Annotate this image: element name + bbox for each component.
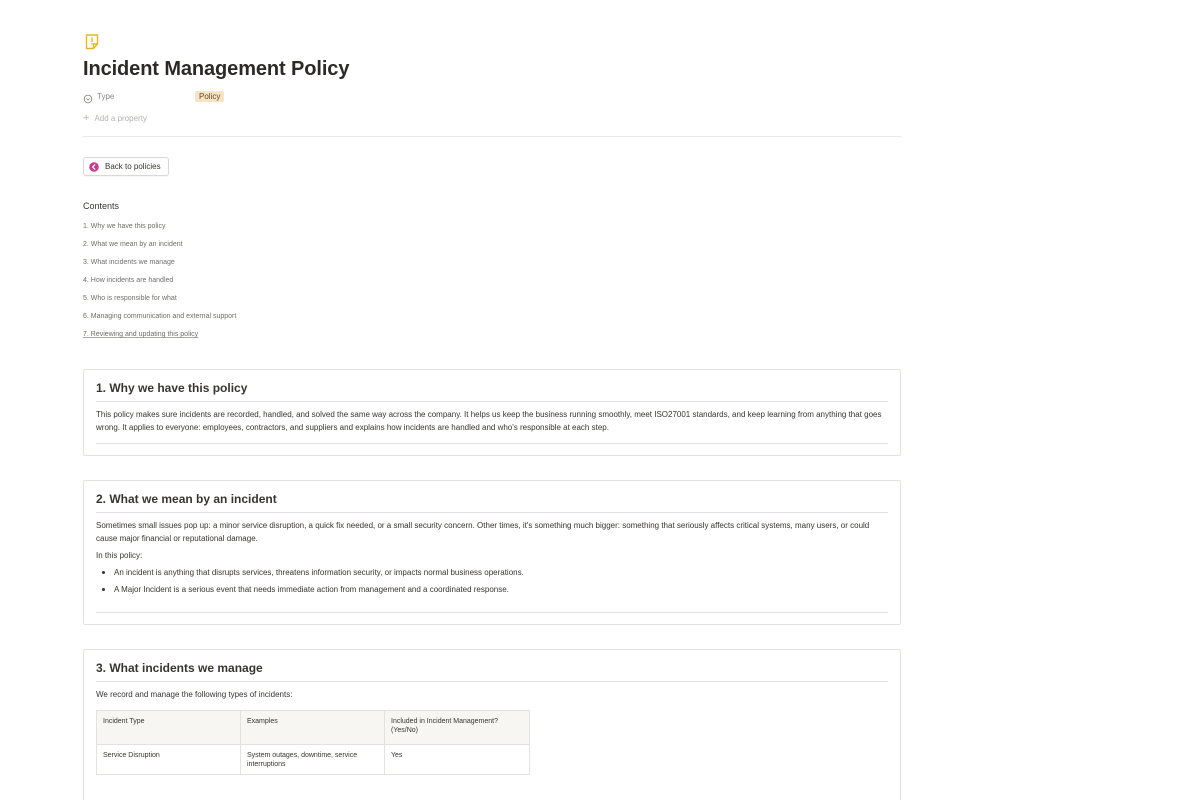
property-value-tag[interactable]: Policy — [195, 91, 224, 102]
section-divider — [96, 681, 888, 682]
toc-item[interactable]: 2. What we mean by an incident — [83, 241, 183, 248]
table-of-contents — [83, 222, 236, 348]
toc-item[interactable]: 7. Reviewing and updating this policy — [83, 331, 199, 338]
divider — [83, 136, 901, 137]
property-label: Type — [97, 91, 115, 101]
section-paragraph: Sometimes small issues pop up: a minor service disruption, a quick fix needed, or a small security concern. Other times, it's something much bigger: something that seriously affects critical systems, many users, or could cause major financial or reputational damage. — [96, 521, 870, 543]
property-row-type[interactable] — [83, 89, 901, 103]
section-divider — [96, 612, 888, 613]
toc-item[interactable]: 3. What incidents we manage — [83, 259, 175, 266]
table-cell: Service Disruption — [97, 745, 241, 775]
table-row — [97, 745, 530, 775]
section-why-policy — [83, 369, 901, 456]
arrow-left-circle-icon — [89, 162, 99, 172]
back-button-label: Back to policies — [105, 162, 161, 171]
section-title: 2. What we mean by an incident — [96, 492, 277, 506]
table-header-cell: Examples — [241, 711, 385, 745]
table-header-cell: Incident Type — [97, 711, 241, 745]
contents-heading: Contents — [83, 201, 120, 211]
back-to-policies-button[interactable] — [83, 157, 169, 176]
bullet-item: A Major Incident is a serious event that needs immediate action from management and a coordinated response. — [96, 583, 888, 596]
section-incidents-managed — [83, 649, 901, 800]
table-cell: Yes — [385, 745, 530, 775]
section-paragraph: This policy makes sure incidents are recorded, handled, and solved the same way across the company. It helps us keep the business running smoothly, meet ISO27001 standards, and keep learning from anything that goes wrong. It applies to everyone: employees, contractors, and suppliers and explains how incidents are handled and who's responsible at each step. — [96, 410, 882, 432]
status-circle-icon — [83, 91, 93, 101]
toc-item[interactable]: 5. Who is responsible for what — [83, 295, 177, 302]
table-header-cell: Included in Incident Management? (Yes/No) — [385, 711, 530, 745]
add-property-label: Add a property — [94, 113, 147, 123]
toc-item[interactable]: 1. Why we have this policy — [83, 223, 166, 230]
section-divider — [96, 512, 888, 513]
section-title: 1. Why we have this policy — [96, 381, 248, 395]
plus-icon: + — [83, 112, 90, 124]
section-divider — [96, 443, 888, 444]
section-divider — [96, 401, 888, 402]
section-paragraph: In this policy: — [96, 551, 143, 560]
add-property-button[interactable] — [83, 112, 147, 124]
table-header-row — [97, 711, 530, 745]
bullet-item: An incident is anything that disrupts services, threatens information security, or impacts normal business operations. — [96, 566, 888, 579]
section-paragraph: We record and manage the following types of incidents: — [96, 690, 293, 699]
policy-document-icon[interactable] — [83, 33, 101, 51]
section-title: 3. What incidents we manage — [96, 661, 263, 675]
toc-item[interactable]: 4. How incidents are handled — [83, 277, 174, 284]
incident-types-table — [96, 710, 530, 775]
table-cell: System outages, downtime, service interruptions — [241, 745, 385, 775]
toc-item[interactable]: 6. Managing communication and external support — [83, 313, 237, 320]
page-title: Incident Management Policy — [83, 58, 350, 80]
section-what-incident — [83, 480, 901, 625]
